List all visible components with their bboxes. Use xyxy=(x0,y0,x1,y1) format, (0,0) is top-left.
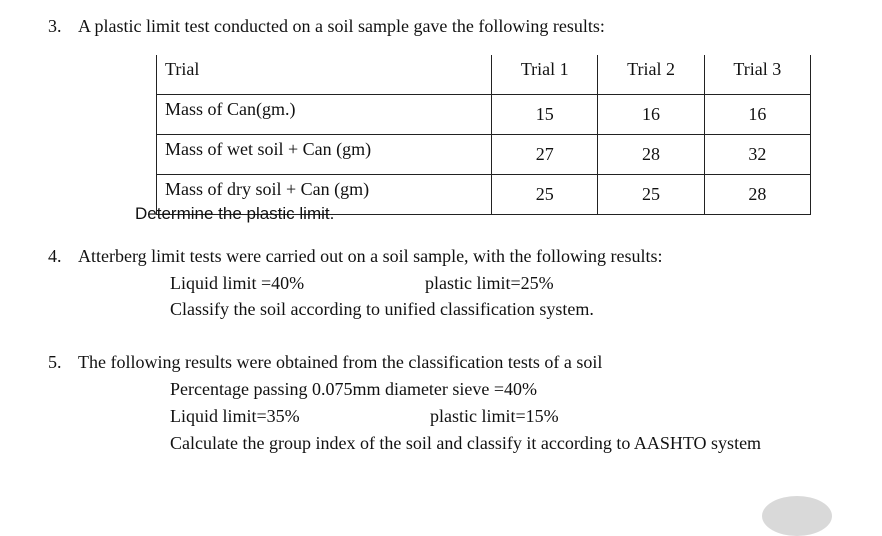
header-cell-trial-1: Trial 1 xyxy=(492,55,598,95)
question-5-plastic-limit: plastic limit=15% xyxy=(430,406,559,426)
row-label: Mass of wet soil + Can (gm) xyxy=(157,135,492,175)
plastic-limit-results-table xyxy=(156,55,811,215)
question-3-instruction: Determine the plastic limit. xyxy=(135,204,335,223)
table-cell: 28 xyxy=(598,135,704,175)
table-header-row xyxy=(157,55,811,95)
question-4-plastic-limit: plastic limit=25% xyxy=(425,273,554,293)
table-cell: 25 xyxy=(598,175,704,215)
table-cell: 28 xyxy=(704,175,810,215)
decorative-shape xyxy=(762,496,832,536)
table-cell: 16 xyxy=(598,95,704,135)
question-4-prompt xyxy=(48,245,663,267)
row-label: Mass of dry soil + Can (gm) xyxy=(157,175,492,215)
table-row xyxy=(157,135,811,175)
table-cell: 16 xyxy=(704,95,810,135)
question-4-liquid-limit: Liquid limit =40% xyxy=(170,273,305,293)
question-4-instruction: Classify the soil according to unified classification system. xyxy=(170,299,594,319)
question-5-prompt xyxy=(48,351,602,373)
question-5-percent-passing: Percentage passing 0.075mm diameter sieve =40% xyxy=(170,379,538,399)
question-3-text: A plastic limit test conducted on a soil sample gave the following results: xyxy=(78,16,605,36)
header-cell-trial-3: Trial 3 xyxy=(704,55,810,95)
table-cell: 27 xyxy=(492,135,598,175)
question-5-instruction: Calculate the group index of the soil and classify it according to AASHTO system xyxy=(170,433,762,453)
question-5-liquid-limit: Liquid limit=35% xyxy=(170,406,300,426)
question-3-prompt xyxy=(48,15,605,37)
question-4-text: Atterberg limit tests were carried out on a soil sample, with the following results: xyxy=(78,246,663,266)
table-cell: 32 xyxy=(704,135,810,175)
question-3-number: 3. xyxy=(48,16,62,36)
table-cell: 15 xyxy=(492,95,598,135)
header-cell-trial-2: Trial 2 xyxy=(598,55,704,95)
row-label: Mass of Can(gm.) xyxy=(157,95,492,135)
header-cell-trial: Trial xyxy=(157,55,492,95)
question-5-text: The following results were obtained from the classification tests of a soil xyxy=(78,352,603,372)
question-4-number: 4. xyxy=(48,246,62,266)
question-5-number: 5. xyxy=(48,352,62,372)
table-row xyxy=(157,95,811,135)
table-cell: 25 xyxy=(492,175,598,215)
